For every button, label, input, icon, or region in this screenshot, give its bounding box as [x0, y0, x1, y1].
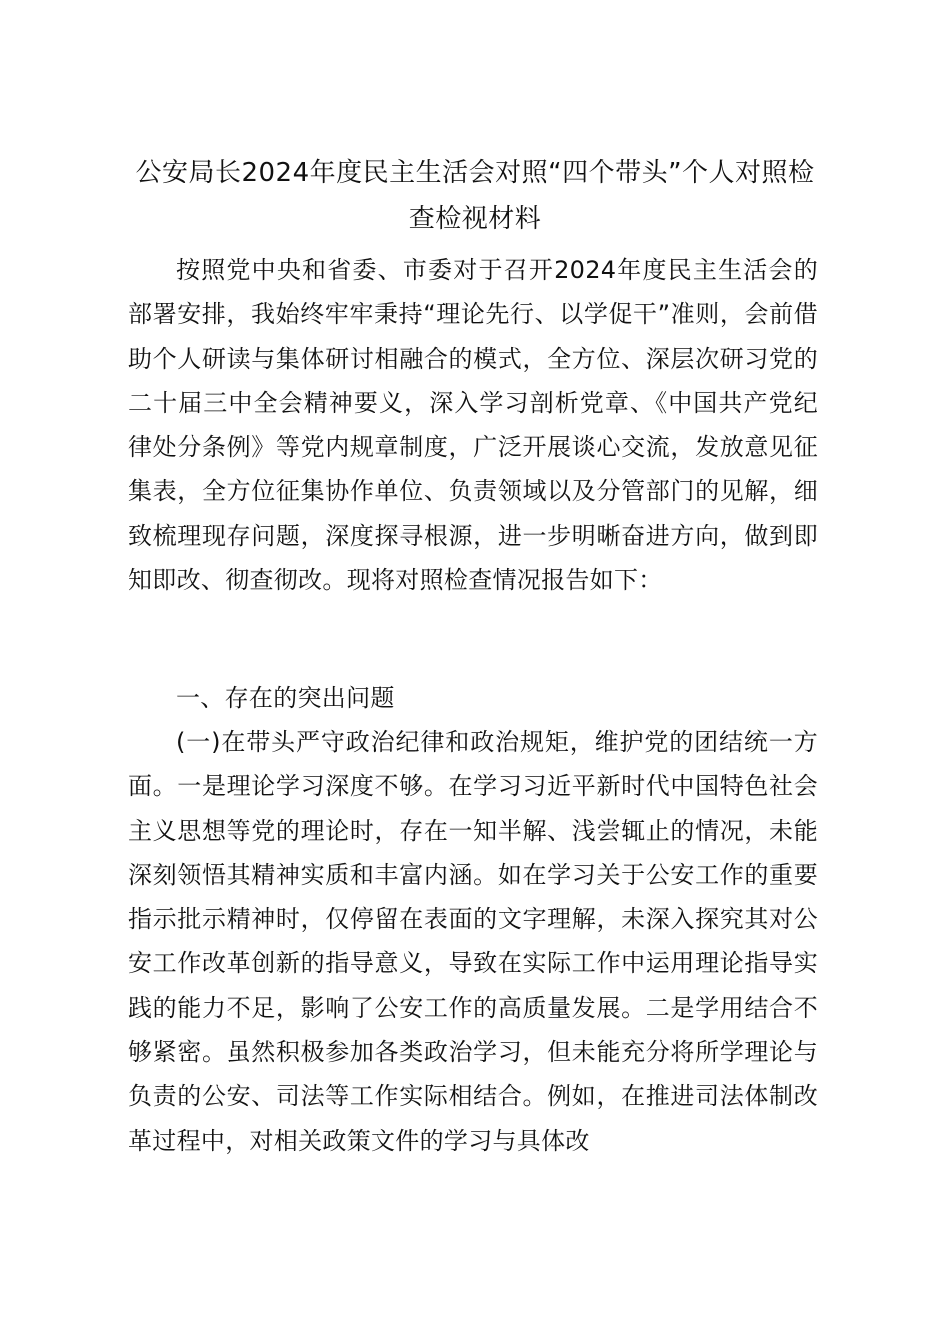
intro-paragraph: 按照党中央和省委、市委对于召开2024年度民主生活会的部署安排，我始终牢牢秉持“理论先行、以学促干”准则，会前借助个人研读与集体研讨相融合的模式，全方位、深层次研习党的二十届三中全会精神要义，深入学习剖析党章、《中国共产党纪律处分条例》等党内规章制度，广泛开展谈心交流，发放意见征集表，全方位征集协作单位、负责领域以及分管部门的见解，细致梳理现存问题，深度探寻根源，进一步明晰奋进方向，做到即知即改、彻查彻改。现将对照检查情况报告如下： — [128, 256, 818, 595]
section-heading: 一、存在的突出问题 — [176, 684, 395, 712]
document-title: 公安局长2024年度民主生活会对照“四个带头”个人对照检查检视材料 — [135, 158, 815, 234]
section-paragraph: (一)在带头严守政治纪律和政治规矩，维护党的团结统一方面。一是理论学习深度不够。在学习习近平新时代中国特色社会主义思想等党的理论时，存在一知半解、浅尝辄止的情况，未能深刻领悟其精神实质和丰富内涵。如在学习关于公安工作的重要指示批示精神时，仅停留在表面的文字理解，未深入探究其对公安工作改革创新的指导意义，导致在实际工作中运用理论指导实践的能力不足，影响了公安工作的高质量发展。二是学用结合不够紧密。虽然积极参加各类政治学习，但未能充分将所学理论与负责的公安、司法等工作实际相结合。例如，在推进司法体制改革过程中，对相关政策文件的学习与具体改 — [128, 728, 818, 1155]
